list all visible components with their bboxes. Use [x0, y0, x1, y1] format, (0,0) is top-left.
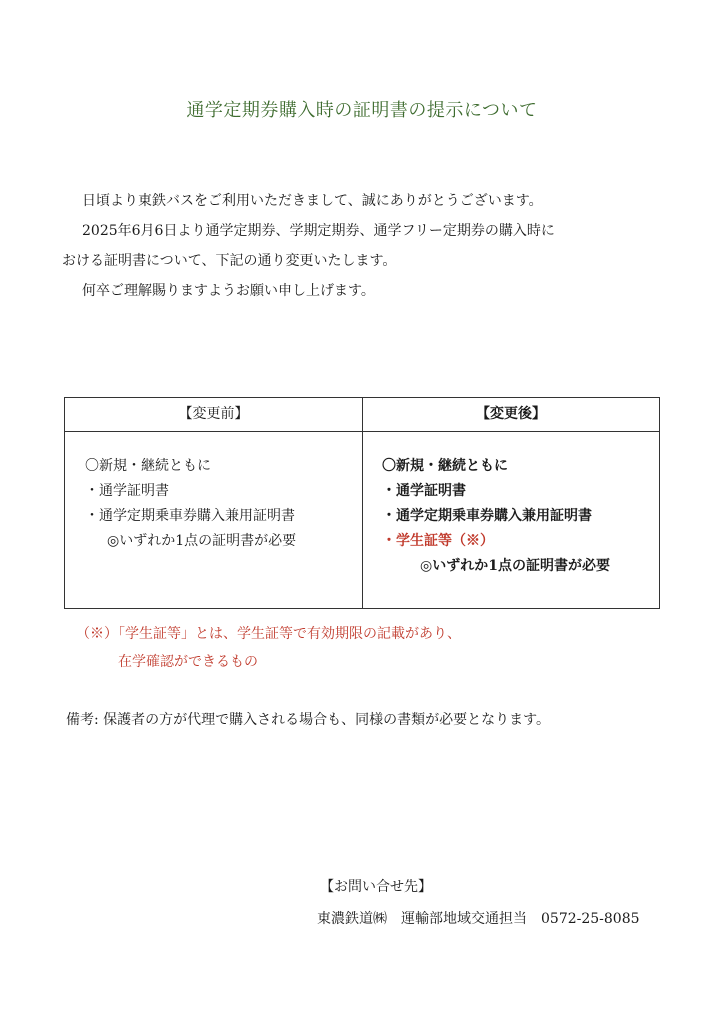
after-body — [362, 432, 660, 579]
before-body — [65, 432, 362, 554]
before-header: 【変更前】 — [65, 398, 362, 432]
footnote-line-2: 在学確認ができるもの — [118, 654, 258, 670]
before-item: ・通学定期乗車券購入兼用証明書 — [85, 508, 295, 524]
intro-line-3: おける証明書について、下記の通り変更いたします。 — [62, 253, 397, 269]
footnote — [76, 620, 461, 676]
page-title: 通学定期券購入時の証明書の提示について — [186, 100, 538, 121]
intro-line-2: 2025年6月6日より通学定期券、学期定期券、通学フリー定期券の購入時に — [82, 223, 555, 239]
intro-line-1: 日頃より東鉄バスをご利用いただきまして、誠にありがとうございます。 — [82, 193, 543, 209]
footnote-line-1: （※）「学生証等」とは、学生証等で有効期限の記載があり、 — [76, 626, 461, 642]
after-column — [362, 398, 660, 608]
remark: 備考: 保護者の方が代理で購入される場合も、同様の書類が必要となります。 — [66, 712, 551, 728]
after-item: 〇新規・継続ともに — [382, 458, 508, 474]
contact-header: 【お問い合せ先】 — [320, 879, 432, 895]
contact-company: 東濃鉄道㈱ — [317, 911, 387, 927]
after-item: ・通学証明書 — [382, 483, 466, 499]
before-column — [65, 398, 363, 608]
intro-text — [62, 186, 662, 306]
after-required: ◎いずれか1点の証明書が必要 — [420, 558, 610, 574]
after-header: 【変更後】 — [362, 398, 660, 432]
change-table — [64, 397, 660, 609]
contact-phone: 0572-25-8085 — [541, 911, 640, 927]
contact-department: 運輸部地域交通担当 — [401, 911, 527, 927]
after-item: ・通学定期乗車券購入兼用証明書 — [382, 508, 592, 524]
before-required: ◎いずれか1点の証明書が必要 — [107, 533, 297, 549]
after-added-item: ・学生証等（※） — [382, 533, 494, 549]
before-item: ・通学証明書 — [85, 483, 169, 499]
before-item: 〇新規・継続ともに — [85, 458, 211, 474]
intro-line-4: 何卒ご理解賜りますようお願い申し上げます。 — [82, 283, 375, 299]
contact-info — [317, 908, 640, 928]
